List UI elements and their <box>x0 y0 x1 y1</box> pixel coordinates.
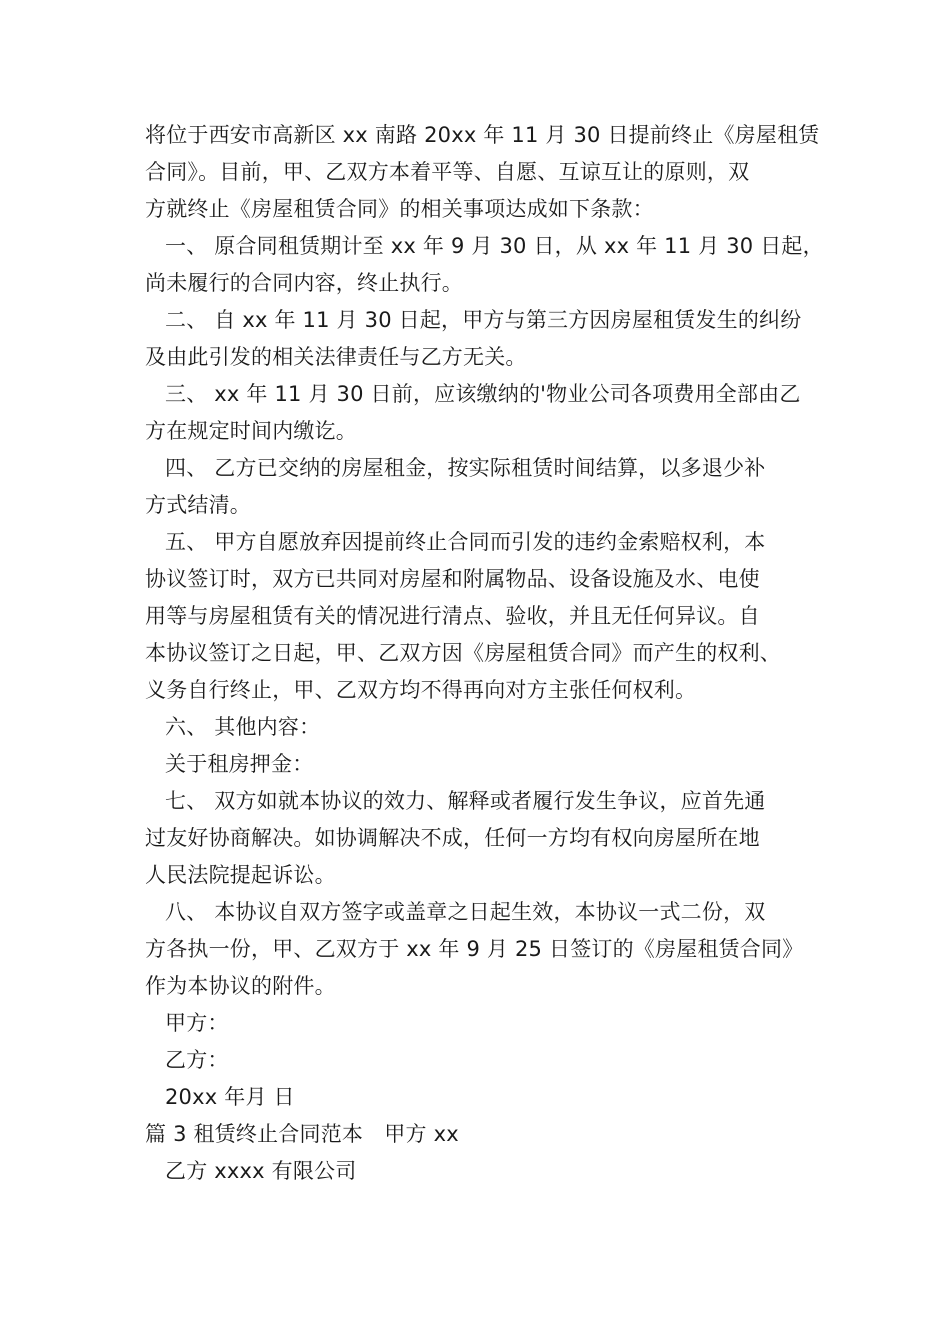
text-line: 及由此引发的相关法律责任与乙方无关。 <box>145 345 527 369</box>
text-line: 过友好协商解决。如协调解决不成，任何一方均有权向房屋所在地 <box>145 826 760 850</box>
text-line: 方各执一份，甲、乙双方于 xx 年 9 月 25 日签订的《房屋租赁合同》 <box>145 937 804 961</box>
text-line: 义务自行终止，甲、乙双方均不得再向对方主张任何权利。 <box>145 678 697 702</box>
text-line: 方在规定时间内缴讫。 <box>145 419 357 443</box>
clause-three: 三、 xx 年 11 月 30 日前，应该缴纳的'物业公司各项费用全部由乙 <box>165 382 801 406</box>
clause-six: 六、 其他内容： <box>165 715 321 739</box>
clause-eight: 八、 本协议自双方签字或盖章之日起生效，本协议一式二份，双 <box>165 900 766 924</box>
text-line: 尚未履行的合同内容，终止执行。 <box>145 271 463 295</box>
text-line: 方就终止《房屋租赁合同》的相关事项达成如下条款： <box>145 197 654 221</box>
deposit-label: 关于租房押金： <box>165 752 314 776</box>
party-b-name: 乙方 xxxx 有限公司 <box>165 1159 357 1183</box>
text-line: 本协议签订之日起，甲、乙双方因《房屋租赁合同》而产生的权利、 <box>145 641 781 665</box>
text-line: 方式结清。 <box>145 493 251 517</box>
text-line: 作为本协议的附件。 <box>145 974 336 998</box>
text-line: 协议签订时，双方已共同对房屋和附属物品、设备设施及水、电使 <box>145 567 760 591</box>
party-b-signature: 乙方： <box>165 1048 229 1072</box>
section-heading: 篇 3 租赁终止合同范本 甲方 xx <box>145 1122 459 1146</box>
clause-one: 一、 原合同租赁期计至 xx 年 9 月 30 日，从 xx 年 11 月 30 日起， <box>165 234 824 258</box>
party-a-signature: 甲方： <box>165 1011 229 1035</box>
text-line: 将位于西安市高新区 xx 南路 20xx 年 11 月 30 日提前终止《房屋租赁 <box>145 123 820 147</box>
clause-two: 二、 自 xx 年 11 月 30 日起，甲方与第三方因房屋租赁发生的纠纷 <box>165 308 802 332</box>
text-line: 人民法院提起诉讼。 <box>145 863 336 887</box>
clause-five: 五、 甲方自愿放弃因提前终止合同而引发的违约金索赔权利，本 <box>165 530 766 554</box>
text-line: 用等与房屋租赁有关的情况进行清点、验收，并且无任何异议。自 <box>145 604 760 628</box>
clause-seven: 七、 双方如就本协议的效力、解释或者履行发生争议，应首先通 <box>165 789 766 813</box>
clause-four: 四、 乙方已交纳的房屋租金，按实际租赁时间结算，以多退少补 <box>165 456 766 480</box>
document-page <box>145 117 824 1190</box>
text-line: 合同》。目前，甲、乙双方本着平等、自愿、互谅互让的原则，双 <box>145 160 750 184</box>
signing-date: 20xx 年月 日 <box>165 1085 295 1109</box>
